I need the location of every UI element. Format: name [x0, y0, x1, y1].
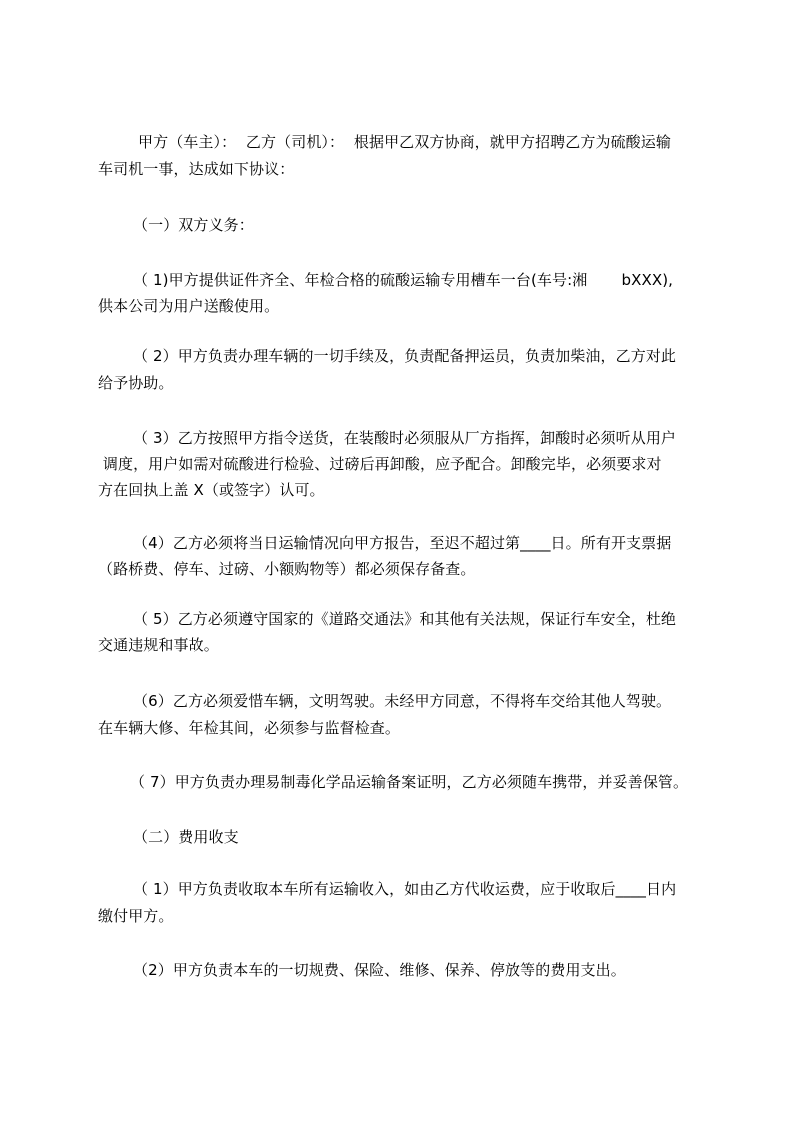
clause-1-3-line-2: 调度，用户如需对硫酸进行检验、过磅后再卸酸，应予配合。卸酸完毕，必须要求对	[98, 455, 662, 473]
clause-1-6-line-1: （6）乙方必须爱惜车辆，文明驾驶。未经甲方同意，不得将车交给其他人驾驶。	[133, 692, 672, 710]
clause-1-5-line-2: 交通违规和事故。	[98, 636, 219, 654]
section-2-heading: （二）费用收支	[133, 828, 239, 846]
intro-line-1: 甲方（车主）： 乙方（司机）： 根据甲乙双方协商，就甲方招聘乙方为硫酸运输	[138, 133, 671, 151]
clause-1-7-line-1: （ 7）甲方负责办理易制毒化学品运输备案证明，乙方必须随车携带，并妥善保管。	[130, 773, 689, 791]
clause-1-1-line-2: 供本公司为用户送酸使用。	[98, 297, 280, 315]
clause-2-1-line-2: 缴付甲方。	[98, 907, 174, 925]
clause-2-2-line-1: （2）甲方负责本车的一切规费、保险、维修、保养、停放等的费用支出。	[133, 961, 626, 979]
clause-1-1-line-1: （ 1)甲方提供证件齐全、年检合格的硫酸运输专用槽车一台(车号:湘 bXXX),	[133, 271, 674, 289]
clause-1-3-line-3: 方在回执上盖 X（或签字）认可。	[98, 481, 325, 499]
intro-line-2: 车司机一事，达成如下协议：	[98, 160, 295, 178]
clause-1-2-line-1: （ 2）甲方负责办理车辆的一切手续及，负责配备押运员，负责加柴油，乙方对此	[133, 347, 677, 365]
clause-1-4-line-1: （4）乙方必须将当日运输情况向甲方报告，至迟不超过第____日。所有开支票据	[133, 534, 672, 552]
clause-1-3-line-1: （ 3）乙方按照甲方指令送货，在装酸时必须服从厂方指挥，卸酸时必须听从用户	[133, 429, 677, 447]
section-1-heading: （一）双方义务：	[133, 216, 254, 234]
clause-1-5-line-1: （ 5）乙方必须遵守国家的《道路交通法》和其他有关法规，保证行车安全，杜绝	[133, 610, 677, 628]
clause-2-1-line-1: （ 1）甲方负责收取本车所有运输收入，如由乙方代收运费，应于收取后____日内	[133, 880, 677, 898]
clause-1-4-line-2: （路桥费、停车、过磅、小额购物等）都必须保存备查。	[98, 560, 476, 578]
clause-1-2-line-2: 给予协助。	[98, 374, 174, 392]
clause-1-6-line-2: 在车辆大修、年检其间，必须参与监督检查。	[98, 719, 401, 737]
